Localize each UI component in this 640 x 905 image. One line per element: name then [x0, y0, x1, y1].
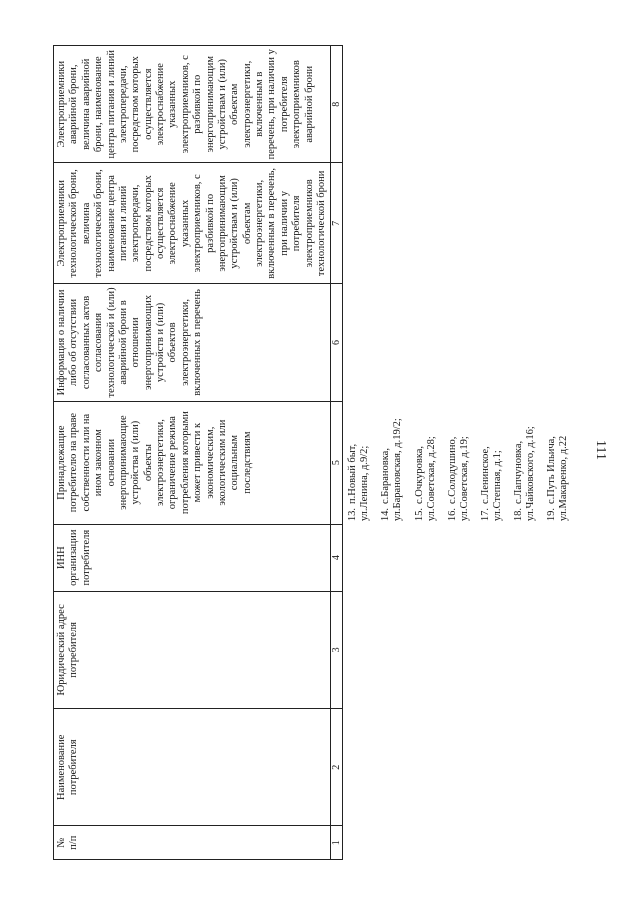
col-num-4: 4: [330, 524, 342, 591]
list-item: 17.с.Ленинское, ул.Степная, д.1;: [479, 445, 503, 521]
col-num-2: 2: [330, 708, 342, 825]
header-col-8: Электроприемники аварийной брони, величина аварийной брони, наименование центра питания и линий электропередачи, посредством которых осуществляется электроснабжение указанных электроприемников, с разбивкой по энергопринимающим устройствам и (или) объектам электроэнергетики, включенным в перечень, при наличии у потребителя электроприемников аварийной брони: [53, 45, 330, 162]
data-row: [342, 45, 582, 859]
column-number-row: [330, 45, 342, 859]
header-col-5: Принадлежащие потребителю на праве собственности или на ином законном основании энергопринимающие устройства и (или) объекты электроэнергетики, ограничение режима потребления которыми может привести к экономическим, экологическим или социальным последствиям: [53, 401, 330, 524]
header-col-2: Наименование потребителя: [53, 708, 330, 825]
consumer-table: [53, 45, 583, 860]
header-col-6: Информация о наличии либо об отсутствии согласованных актов согласования технологической и (или) аварийной брони в отношении энергопринимающих устройств и (или) объектов электроэнергетики, включенных в перечень: [53, 283, 330, 400]
list-item: 19.с.Путь Ильича, ул.Макаренко, д.22: [545, 435, 569, 521]
rotated-table-wrapper: [53, 45, 588, 860]
list-item: 15.с.Очкуровка, ул.Советская, д.28;: [413, 435, 437, 521]
col-num-5: 5: [330, 401, 342, 524]
data-cell-2: [342, 708, 582, 825]
address-list: [342, 401, 582, 524]
header-col-4: ИНН организации потребителя: [53, 524, 330, 591]
data-cell-8: [342, 45, 582, 162]
page-number: 111: [593, 440, 608, 460]
list-item: 16.с.Солодушино, ул.Советская, д.19;: [446, 435, 470, 521]
col-num-8: 8: [330, 45, 342, 162]
list-item: 13.п.Новый быт, ул.Ленина, д.9/2;: [346, 443, 370, 521]
col-num-3: 3: [330, 591, 342, 708]
list-item: 14.с.Барановка, ул.Барановская, д.19/2;: [379, 417, 403, 521]
header-col-1: № п/п: [53, 825, 330, 859]
list-item: 18.с.Лапчуновка, ул.Чайковского, д.16;: [512, 425, 536, 521]
data-cell-7: [342, 162, 582, 283]
data-cell-1: [342, 825, 582, 859]
header-row: [53, 45, 330, 859]
col-num-1: 1: [330, 825, 342, 859]
header-col-3: Юридический адрес потребителя: [53, 591, 330, 708]
data-cell-3: [342, 591, 582, 708]
col-num-7: 7: [330, 162, 342, 283]
header-col-7: Электроприемники технологической брони, величина технологической брони, наименование центра питания и линий электропередачи, посредством которых осуществляется электроснабжение указанных электроприемников, с разбивкой по энергопринимающим устройствам и (или) объектам электроэнергетики, включенным в перечень, при наличии у потребителя электроприемников технологической брони: [53, 162, 330, 283]
col-num-6: 6: [330, 283, 342, 400]
data-cell-4: [342, 524, 582, 591]
data-cell-6: [342, 283, 582, 400]
